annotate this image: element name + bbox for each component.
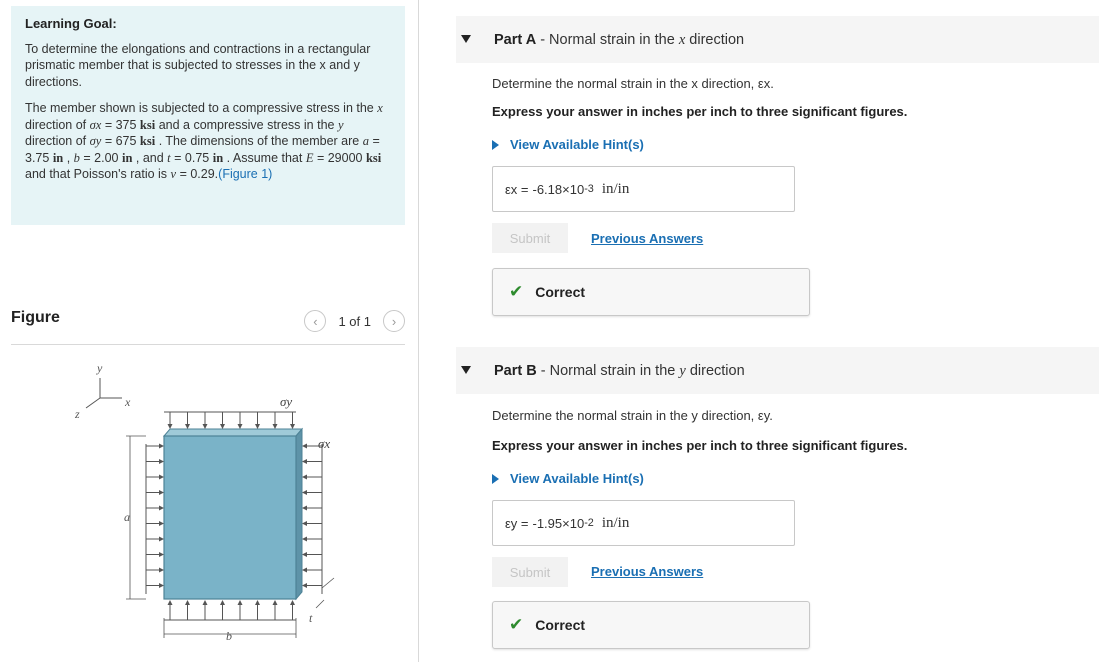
stress-arrow-head <box>302 521 307 526</box>
figure-title: Figure <box>11 309 60 326</box>
part-a-instruction: Determine the normal strain in the x direction, εx. <box>492 76 774 91</box>
stress-arrow-head <box>302 459 307 464</box>
stress-arrow-head <box>159 459 164 464</box>
answer-exponent: -3 <box>584 183 594 195</box>
figure-pager <box>304 310 405 332</box>
part-b-title: Part B - Normal strain in the y direction <box>494 363 745 379</box>
left-stress-arrows <box>146 444 164 595</box>
stress-arrow-head <box>203 424 208 429</box>
stress-arrow-head <box>238 600 243 605</box>
stress-arrow-head <box>302 568 307 573</box>
part-a-answer-field[interactable] <box>492 166 795 212</box>
stress-arrow-head <box>255 424 260 429</box>
stress-arrow-head <box>290 424 295 429</box>
part-a-submit-button[interactable]: Submit <box>492 223 568 253</box>
stress-arrow-head <box>159 490 164 495</box>
plate-front-face <box>164 436 296 599</box>
problem-statement: The member shown is subjected to a compressive stress in the x direction of σx = 375 ksi and a compressive stress in the y direction of σy = 675 ksi . The dimensions of the member are a = 3.75 in , b = 2.00 in , and t = 0.75 in . Assume that E = 29000 ksi and that Poisson's ratio is v = 0.29.(Figure 1) <box>25 101 383 181</box>
expand-triangle-icon <box>492 474 499 484</box>
figure-link[interactable]: (Figure 1) <box>218 167 273 181</box>
member-figure <box>60 356 360 648</box>
dimension-b-label: b <box>226 629 232 643</box>
stress-arrow-head <box>302 444 307 449</box>
part-a-header[interactable] <box>456 16 1099 63</box>
part-a-express: Express your answer in inches per inch to three significant figures. <box>492 104 908 119</box>
figure-divider <box>11 344 405 345</box>
stress-arrow-head <box>159 506 164 511</box>
dimension-a-label: a <box>124 510 130 524</box>
axis-label-z: z <box>75 407 80 421</box>
right-stress-arrows <box>302 444 322 595</box>
dimension-t <box>316 578 334 608</box>
part-b-submit-button[interactable]: Submit <box>492 557 568 587</box>
expand-triangle-icon <box>492 140 499 150</box>
answer-symbol: εx = <box>505 181 529 197</box>
stress-arrow-head <box>159 475 164 480</box>
stress-arrow-head <box>302 506 307 511</box>
part-b-instruction: Determine the normal strain in the y direction, εy. <box>492 408 773 423</box>
collapse-triangle-icon[interactable] <box>461 35 471 43</box>
checkmark-icon: ✔ <box>509 282 524 301</box>
dimension-t-label: t <box>309 611 313 625</box>
panel-divider <box>418 0 419 662</box>
stress-arrow-head <box>185 600 190 605</box>
stress-arrow-head <box>302 537 307 542</box>
part-b-answer-field[interactable] <box>492 500 795 546</box>
right-panel <box>456 0 1099 662</box>
axis-label-y: y <box>97 361 103 375</box>
part-a-previous-answers-link[interactable]: Previous Answers <box>591 231 704 246</box>
figure-header <box>11 306 405 342</box>
stress-arrow-head <box>159 568 164 573</box>
stress-arrow-head <box>159 444 164 449</box>
answer-value: -6.18×10 <box>532 181 585 197</box>
learning-goal-box <box>11 6 405 225</box>
part-a-feedback: ✔ Correct <box>492 268 810 316</box>
answer-value: -1.95×10 <box>532 515 585 531</box>
stress-arrow-head <box>290 600 295 605</box>
stress-arrow-head <box>159 521 164 526</box>
plate-top-face <box>164 429 302 436</box>
sigma-x-label: σx <box>318 436 331 451</box>
stress-arrow-head <box>302 552 307 557</box>
stress-arrow-head <box>302 475 307 480</box>
stress-arrow-head <box>302 490 307 495</box>
stress-arrow-head <box>302 583 307 588</box>
stress-arrow-head <box>159 583 164 588</box>
answer-symbol: εy = <box>505 515 529 531</box>
stress-arrow-head <box>273 424 278 429</box>
stress-arrow-head <box>185 424 190 429</box>
part-b-previous-answers-link[interactable]: Previous Answers <box>591 564 704 579</box>
part-b-header[interactable] <box>456 347 1099 394</box>
chevron-right-icon[interactable]: › <box>383 310 405 332</box>
answer-unit: in/in <box>601 180 630 197</box>
stress-arrow-head <box>159 552 164 557</box>
part-a-hint-toggle[interactable]: View Available Hint(s) <box>492 137 644 152</box>
stress-arrow-head <box>203 600 208 605</box>
stress-arrow-head <box>255 600 260 605</box>
stress-arrow-head <box>238 424 243 429</box>
top-stress-arrows <box>164 412 296 429</box>
part-b-feedback: ✔ Correct <box>492 601 810 649</box>
stress-arrow-head <box>159 537 164 542</box>
checkmark-icon: ✔ <box>509 615 524 634</box>
part-b-hint-toggle[interactable]: View Available Hint(s) <box>492 471 644 486</box>
stress-arrow-head <box>273 600 278 605</box>
part-b-express: Express your answer in inches per inch to three significant figures. <box>492 438 908 453</box>
stress-arrow-head <box>168 424 173 429</box>
bottom-stress-arrows <box>164 600 296 620</box>
axis-label-x: x <box>125 395 131 409</box>
plate-side-face <box>296 429 302 599</box>
stress-arrow-head <box>220 424 225 429</box>
learning-goal-intro: To determine the elongations and contractions in a rectangular prismatic member that is subjected to stresses in the x and y directions. <box>25 41 371 89</box>
part-a-title: Part A - Normal strain in the x direction <box>494 32 745 48</box>
stress-arrow-head <box>220 600 225 605</box>
chevron-left-icon[interactable]: ‹ <box>304 310 326 332</box>
learning-goal-title: Learning Goal: <box>25 16 117 31</box>
axis-triad <box>86 378 122 408</box>
answer-exponent: -2 <box>584 517 594 529</box>
stress-arrow-head <box>168 600 173 605</box>
sigma-y-label: σy <box>280 394 293 409</box>
left-panel <box>0 0 418 662</box>
collapse-triangle-icon[interactable] <box>461 366 471 374</box>
answer-unit: in/in <box>601 514 630 531</box>
pager-count: 1 of 1 <box>338 313 371 329</box>
